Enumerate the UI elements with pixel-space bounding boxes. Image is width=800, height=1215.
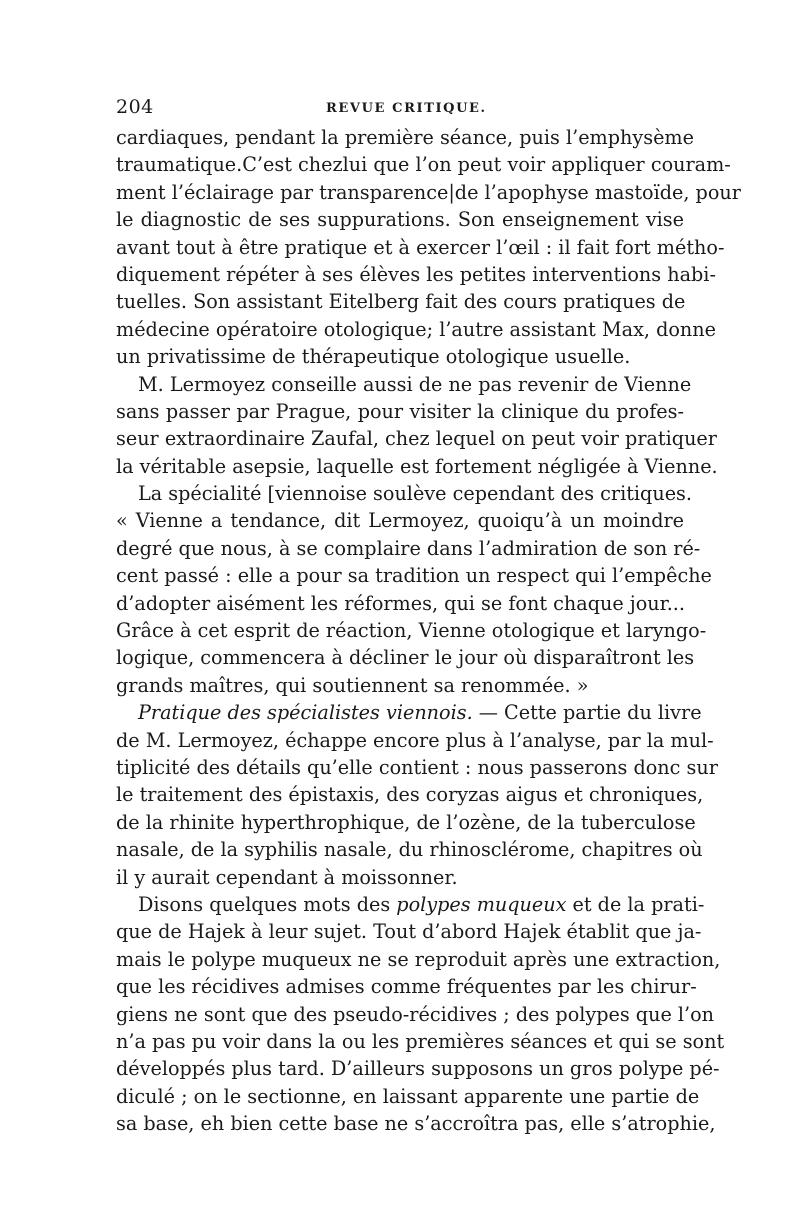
section-heading-italic: Pratique des spécialistes viennois. [138,701,473,725]
text-line: diculé ; on le sectionne, en laissant apparente une partie de [116,1084,700,1108]
text-line: grands maîtres, qui soutiennent sa renommée. » [116,673,589,697]
text-line: ment l’éclairage par transparence|de l’apophyse mastoïde, pour [116,180,741,204]
text-line: n’a pas pu voir dans la ou les premières séances et qui se sont [116,1029,725,1053]
running-head [116,96,684,120]
text-line: de la rhinite hyperthrophique, de l’ozène, de la tuberculose [116,810,696,834]
text-line: que les récidives admises comme fréquentes par les chirur- [116,975,697,999]
text-line: le traitement des épistaxis, des coryzas aigus et chroniques, [116,783,704,807]
text-line: nasale, de la syphilis nasale, du rhinosclérome, chapitres où [116,838,703,862]
text-line: un privatissime de thérapeutique otologique usuelle. [116,345,631,369]
text-line [116,891,705,918]
text-line: de M. Lermoyez, échappe encore plus à l’analyse, par la mul- [116,728,714,752]
text-line: mais le polype muqueux ne se reproduit après une extraction, [116,947,721,971]
text-line [116,699,702,726]
text-line: que de Hajek à leur sujet. Tout d’abord Hajek établit que ja- [116,920,702,944]
text-line: cardiaques, pendant la première séance, puis l’emphysème [116,126,694,149]
body-text [116,124,741,1137]
text-line: la véritable asepsie, laquelle est fortement négligée à Vienne. [116,454,718,478]
text-line: M. Lermoyez conseille aussi de ne pas revenir de Vienne [138,372,692,396]
text-line: giens ne sont que des pseudo-récidives ; des polypes que l’on [116,1002,715,1026]
text-line: logique, commencera à décliner le jour où disparaîtront les [116,646,695,670]
text-line: avant tout à être pratique et à exercer l’œil : il fait fort métho- [116,235,725,259]
text-line: sa base, eh bien cette base ne s’accroîtra pas, elle s’atrophie, [116,1112,716,1136]
text-line: d’adopter aisément les réformes, qui se font chaque jour... [116,591,686,615]
text-line: cent passé : elle a pour sa tradition un respect qui l’empêche [116,564,712,588]
text-line: médecine opératoire otologique; l’autre assistant Max, donne [116,317,717,341]
italic-term: polypes muqueux [396,892,567,916]
text-line: seur extraordinaire Zaufal, chez lequel on peut voir pratiquer [116,427,717,451]
text-line-end: et de la prati- [566,892,705,916]
text-line: le diagnostic de ses suppurations. Son enseignement vise [116,208,684,232]
page-number: 204 [116,96,154,118]
text-line: La spécialité [viennoise soulève cependant des critiques. [138,482,693,506]
text-line-continuation: — Cette partie du livre [472,701,702,725]
text-line: tiplicité des détails qu’elle contient : nous passerons donc sur [116,755,718,779]
text-line: Grâce à cet esprit de réaction, Vienne otologique et laryngo- [116,619,707,643]
running-title: REVUE CRITIQUE. [326,101,487,116]
text-line: traumatique.C’est chezlui que l’on peut voir appliquer couram- [116,153,731,177]
text-line-start: Disons quelques mots des [138,892,397,916]
text-line: diquement répéter à ses élèves les petites interventions habi- [116,262,716,286]
text-line: tuelles. Son assistant Eitelberg fait des cours pratiques de [116,290,686,314]
text-line: il y aurait cependant à moissonner. [116,865,458,889]
text-line: degré que nous, à se complaire dans l’admiration de son ré- [116,536,701,560]
text-line: sans passer par Prague, pour visiter la clinique du profes- [116,399,684,423]
text-line: développés plus tard. D’ailleurs supposons un gros polype pé- [116,1057,720,1081]
text-line: « Vienne a tendance, dit Lermoyez, quoiqu’à un moindre [116,509,684,533]
